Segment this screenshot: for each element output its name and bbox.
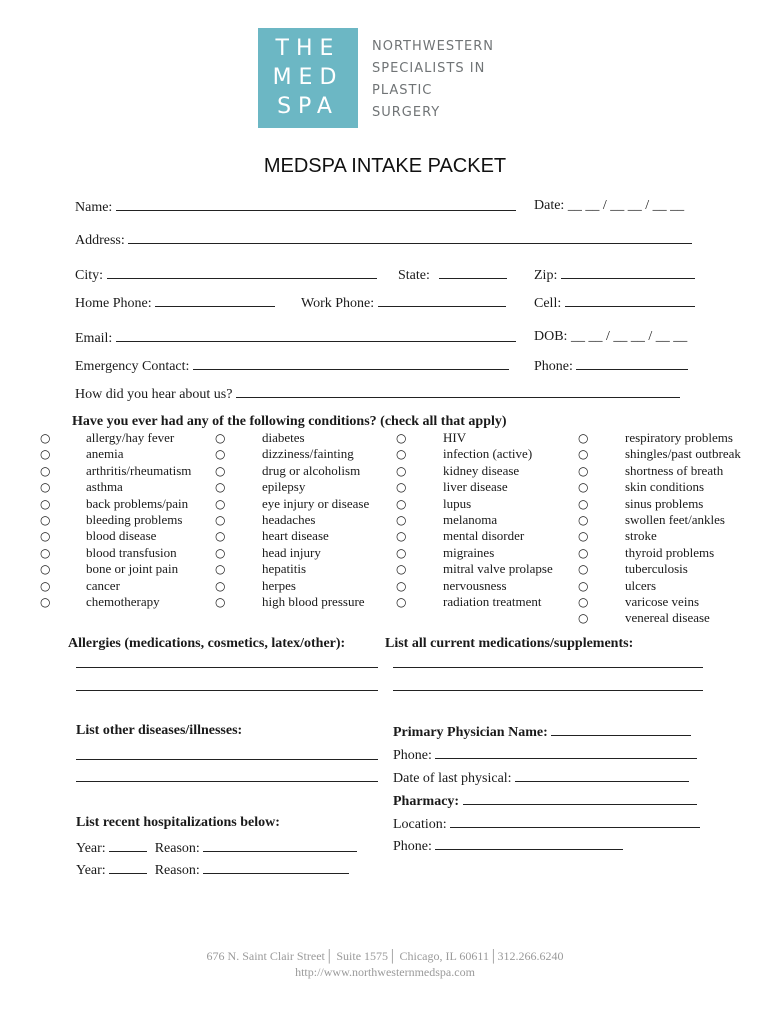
state-field[interactable] [398,266,507,284]
condition-label: headaches [262,512,316,527]
condition-checkbox[interactable]: ○ [578,496,589,511]
footer-address: 676 N. Saint Clair Street│ Suite 1575│ Chicago, IL 60611│312.266.6240 [206,949,564,963]
condition-label: head injury [262,544,321,560]
hosp-year-label: Year: [76,841,106,856]
condition-label: kidney disease [443,462,520,478]
condition-label: sinus problems [625,495,704,511]
condition-checkbox[interactable]: ○ [396,480,407,495]
condition-label: tuberculosis [625,561,688,577]
condition-checkbox[interactable]: ○ [578,562,589,577]
emergency-phone-label: Phone: [534,359,573,374]
logo-line-2: MED [272,65,344,90]
hosp-reason-line[interactable] [203,861,349,874]
condition-label: heart disease [262,528,329,544]
pharmacy-location-field[interactable] [393,815,700,833]
condition-checkbox[interactable]: ○ [40,562,51,577]
condition-label: stroke [625,528,657,544]
date-blank[interactable]: __ __ / __ __ / __ __ [567,198,685,213]
condition-label: anemia [86,446,124,462]
state-label: State: [398,268,430,283]
condition-label: arthritis/rheumatism [86,462,192,478]
condition-checkbox[interactable]: ○ [215,431,226,445]
condition-checkbox[interactable]: ○ [40,578,51,593]
emergency-phone-field[interactable] [534,357,688,375]
condition-label: venereal disease [625,610,710,626]
condition-checkbox[interactable]: ○ [578,595,589,609]
emergency-contact-line[interactable] [193,357,509,370]
hosp-reason-label: Reason: [154,841,200,856]
pharmacy-location-label: Location: [393,817,447,832]
zip-line[interactable] [561,266,695,279]
medications-heading: List all current medications/supplements: [385,636,634,651]
state-line[interactable] [439,266,507,279]
condition-checkbox[interactable]: ○ [40,480,51,495]
condition-label: HIV [443,430,467,445]
condition-checkbox[interactable]: ○ [396,463,407,478]
condition-checkbox[interactable]: ○ [578,578,589,593]
physician-name-field[interactable] [393,723,691,741]
footer [0,948,770,980]
last-physical-field[interactable] [393,769,689,787]
condition-checkbox[interactable]: ○ [578,513,589,527]
condition-checkbox[interactable]: ○ [578,463,589,478]
home-phone-label: Home Phone: [75,296,152,311]
medications-line[interactable] [393,667,703,668]
medications-line[interactable] [393,690,703,691]
condition-checkbox[interactable]: ○ [396,431,407,445]
hosp-reason-line[interactable] [203,839,357,852]
address-field[interactable] [75,231,692,249]
other-diseases-line[interactable] [76,781,378,782]
home-phone-line[interactable] [155,294,275,307]
condition-checkbox[interactable]: ○ [396,529,407,544]
logo-line-3: SPA [277,94,339,119]
name-field[interactable] [75,198,516,216]
allergies-line[interactable] [76,667,378,668]
footer-url[interactable]: http://www.northwesternmedspa.com [295,965,475,979]
emergency-contact-field[interactable] [75,357,509,375]
home-phone-field[interactable] [75,294,275,312]
physician-phone-field[interactable] [393,746,697,764]
condition-label: allergy/hay fever [86,430,175,445]
condition-label: chemotherapy [86,594,160,609]
email-label: Email: [75,331,113,346]
zip-field[interactable] [534,266,695,284]
condition-checkbox[interactable]: ○ [215,513,226,527]
last-physical-line[interactable] [515,769,689,782]
condition-checkbox[interactable]: ○ [40,595,51,609]
allergies-heading: Allergies (medications, cosmetics, latex/other): [68,636,346,651]
condition-checkbox[interactable]: ○ [578,529,589,544]
condition-label: shortness of breath [625,462,724,478]
work-phone-field[interactable] [301,294,506,312]
condition-checkbox[interactable]: ○ [40,545,51,560]
condition-checkbox[interactable]: ○ [578,611,589,626]
condition-checkbox[interactable]: ○ [40,463,51,478]
hosp-year-line[interactable] [109,839,147,852]
other-diseases-line[interactable] [76,759,378,760]
condition-label: dizziness/fainting [262,446,354,462]
condition-checkbox[interactable]: ○ [215,463,226,478]
logo-subtitle-line: PLASTIC [372,83,433,98]
cell-line[interactable] [565,294,695,307]
dob-blank[interactable]: __ __ / __ __ / __ __ [570,329,688,344]
last-physical-label: Date of last physical: [393,771,512,786]
logo-subtitle [372,36,494,124]
emergency-contact-label: Emergency Contact: [75,359,190,374]
condition-label: epilepsy [262,479,306,495]
work-phone-label: Work Phone: [301,296,375,311]
condition-label: varicose veins [625,594,700,609]
condition-label: high blood pressure [262,594,365,609]
condition-checkbox[interactable]: ○ [396,447,407,462]
address-line[interactable] [128,231,692,244]
date-label: Date: [534,198,565,213]
condition-checkbox[interactable]: ○ [40,431,51,445]
condition-checkbox[interactable]: ○ [396,595,407,609]
condition-label: thyroid problems [625,544,715,560]
condition-checkbox[interactable]: ○ [396,578,407,593]
condition-label: mental disorder [443,528,525,544]
pharmacy-phone-line[interactable] [435,837,623,850]
condition-label: bleeding problems [86,512,183,527]
condition-checkbox[interactable]: ○ [578,480,589,495]
work-phone-line[interactable] [378,294,506,307]
pharmacy-phone-field[interactable] [393,837,623,855]
condition-label: radiation treatment [443,594,542,609]
hospitalization-row[interactable] [76,839,357,857]
condition-checkbox[interactable]: ○ [215,578,226,593]
referral-field[interactable] [75,385,680,403]
condition-checkbox[interactable]: ○ [40,447,51,462]
email-line[interactable] [116,329,516,342]
condition-checkbox[interactable]: ○ [40,513,51,527]
condition-label: ulcers [625,577,657,593]
hosp-year-line[interactable] [109,861,147,874]
condition-label: hepatitis [262,561,307,577]
date-field[interactable] [534,198,684,214]
condition-label: infection (active) [443,446,533,462]
logo-mark [258,28,358,128]
physician-phone-label: Phone: [393,748,432,763]
pharmacy-label: Pharmacy: [393,794,460,809]
emergency-phone-line[interactable] [576,357,688,370]
hosp-reason-label: Reason: [154,863,200,878]
physician-name-label: Primary Physician Name: [393,725,548,740]
cell-field[interactable] [534,294,695,312]
physician-phone-line[interactable] [435,746,697,759]
pharmacy-location-line[interactable] [450,815,700,828]
other-diseases-heading: List other diseases/illnesses: [76,723,243,738]
conditions-heading: Have you ever had any of the following conditions? (check all that apply) [72,414,507,429]
name-line[interactable] [116,198,516,211]
pharmacy-line[interactable] [463,792,697,805]
zip-label: Zip: [534,268,558,283]
condition-label: liver disease [443,479,508,495]
condition-label: nervousness [443,577,507,593]
referral-label: How did you hear about us? [75,387,233,402]
condition-label: drug or alcoholism [262,462,361,478]
logo-subtitle-line: SURGERY [372,105,441,120]
logo-subtitle-line: NORTHWESTERN [372,39,494,54]
condition-checkbox[interactable]: ○ [578,431,589,445]
condition-label: herpes [262,577,296,593]
condition-label: lupus [443,495,472,511]
address-label: Address: [75,233,125,248]
city-field[interactable] [75,266,377,284]
condition-checkbox[interactable]: ○ [396,545,407,560]
hosp-year-label: Year: [76,863,106,878]
city-label: City: [75,268,104,283]
condition-checkbox[interactable]: ○ [215,447,226,462]
condition-label: cancer [86,577,120,593]
physician-name-line[interactable] [551,723,691,736]
condition-label: blood transfusion [86,544,177,560]
condition-checkbox[interactable]: ○ [396,513,407,527]
condition-label: blood disease [86,528,157,544]
logo-line-1: THE [275,36,341,61]
hospitalization-row[interactable] [76,861,349,879]
condition-label: bone or joint pain [86,561,179,577]
condition-checkbox[interactable]: ○ [396,496,407,511]
condition-checkbox[interactable]: ○ [215,595,226,609]
condition-checkbox[interactable]: ○ [215,529,226,544]
condition-checkbox[interactable]: ○ [215,496,226,511]
condition-label: migraines [443,544,495,560]
condition-checkbox[interactable]: ○ [215,562,226,577]
condition-label: melanoma [443,512,498,527]
email-field[interactable] [75,329,516,347]
pharmacy-field[interactable] [393,792,697,810]
condition-label: shingles/past outbreak [625,446,741,462]
condition-label: asthma [86,479,123,495]
condition-checkbox[interactable]: ○ [578,447,589,462]
condition-label: swollen feet/ankles [625,512,725,527]
page-title: MEDSPA INTAKE PACKET [263,155,507,177]
condition-label: diabetes [262,430,305,445]
city-line[interactable] [107,266,377,279]
name-label: Name: [75,200,113,215]
logo-subtitle-line: SPECIALISTS IN [372,61,486,76]
condition-label: back problems/pain [86,495,189,511]
pharmacy-phone-label: Phone: [393,839,432,854]
hospitalizations-heading: List recent hospitalizations below: [76,815,280,830]
dob-label: DOB: [534,329,568,344]
cell-label: Cell: [534,296,562,311]
dob-field[interactable] [534,329,687,345]
condition-checkbox[interactable]: ○ [215,480,226,495]
condition-label: respiratory problems [625,430,733,445]
condition-checkbox[interactable]: ○ [215,545,226,560]
condition-label: skin conditions [625,479,705,495]
condition-label: mitral valve prolapse [443,561,553,577]
condition-checkbox[interactable]: ○ [40,496,51,511]
condition-label: eye injury or disease [262,495,370,511]
condition-checkbox[interactable]: ○ [40,529,51,544]
allergies-line[interactable] [76,690,378,691]
condition-checkbox[interactable]: ○ [578,545,589,560]
referral-line[interactable] [236,385,680,398]
condition-checkbox[interactable]: ○ [396,562,407,577]
